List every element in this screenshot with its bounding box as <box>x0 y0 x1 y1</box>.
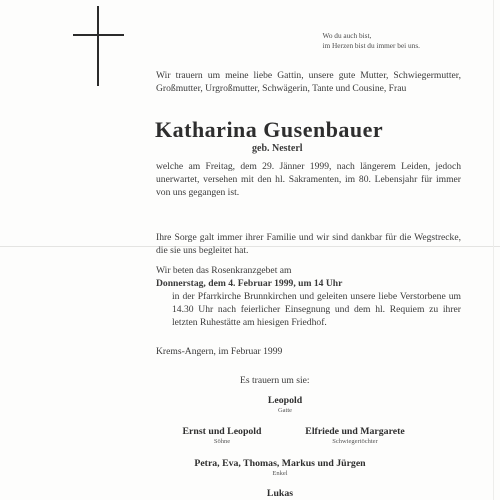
death-paragraph: welche am Freitag, dem 29. Jänner 1999, nach längerem Leiden, jedoch unerwartet, versehen mit den hl. Sakramenten, im 80. Lebensjahr für immer von uns gegangen ist. <box>156 161 461 198</box>
funeral-text: in der Pfarrkirche Brunnkirchen und geleiten unsere liebe Verstorbene um 14.30 Uhr nach feierlicher Einsegnung und dem hl. Requiem zu ihrer letzten Ruhestätte am hiesigen Friedhof. <box>172 291 461 328</box>
rosary-paragraph <box>156 264 461 329</box>
mourner-entry <box>167 426 277 446</box>
mourner-name: Lukas <box>266 488 294 499</box>
mourners-heading: Es trauern um sie: <box>240 375 310 386</box>
mourner-relation: Gatte <box>277 407 293 414</box>
place-date: Krems-Angern, im Februar 1999 <box>156 346 283 357</box>
motto-line: Wo du auch bist, <box>322 31 372 40</box>
mourner-name: Ernst und Leopold <box>182 426 262 437</box>
mourner-entry <box>250 488 310 500</box>
mourner-name: Petra, Eva, Thomas, Markus und Jürgen <box>194 458 366 469</box>
mourner-relation: Söhne <box>213 438 231 445</box>
care-paragraph: Ihre Sorge galt immer ihrer Familie und wir sind dankbar für die Wegstrecke, die sie uns begleitet hat. <box>156 232 461 256</box>
rosary-date: Donnerstag, dem 4. Februar 1999, um 14 Uhr <box>156 278 343 289</box>
intro-paragraph: Wir trauern um meine liebe Gattin, unsere gute Mutter, Schwiegermutter, Großmutter, Urgroßmutter, Schwägerin, Tante und Cousine, Frau <box>156 70 461 94</box>
paper-edge <box>493 0 494 500</box>
cross-bar <box>73 34 124 36</box>
mourner-name: Elfriede und Margarete <box>305 426 405 437</box>
maiden-name: geb. Nesterl <box>252 143 303 154</box>
motto-line: im Herzen bist du immer bei uns. <box>322 41 420 50</box>
mourner-name: Leopold <box>267 395 303 406</box>
rosary-line: Wir beten das Rosenkranzgebet am <box>156 265 292 276</box>
mourner-entry <box>250 395 320 415</box>
cross-icon <box>97 6 99 86</box>
deceased-name: Katharina Gusenbauer <box>155 117 384 142</box>
mourner-relation: Schwiegertöchter <box>332 438 378 445</box>
mourner-relation: Enkel <box>272 470 288 477</box>
mourner-entry <box>290 426 420 446</box>
mourner-entry <box>175 458 385 478</box>
motto <box>323 31 420 51</box>
